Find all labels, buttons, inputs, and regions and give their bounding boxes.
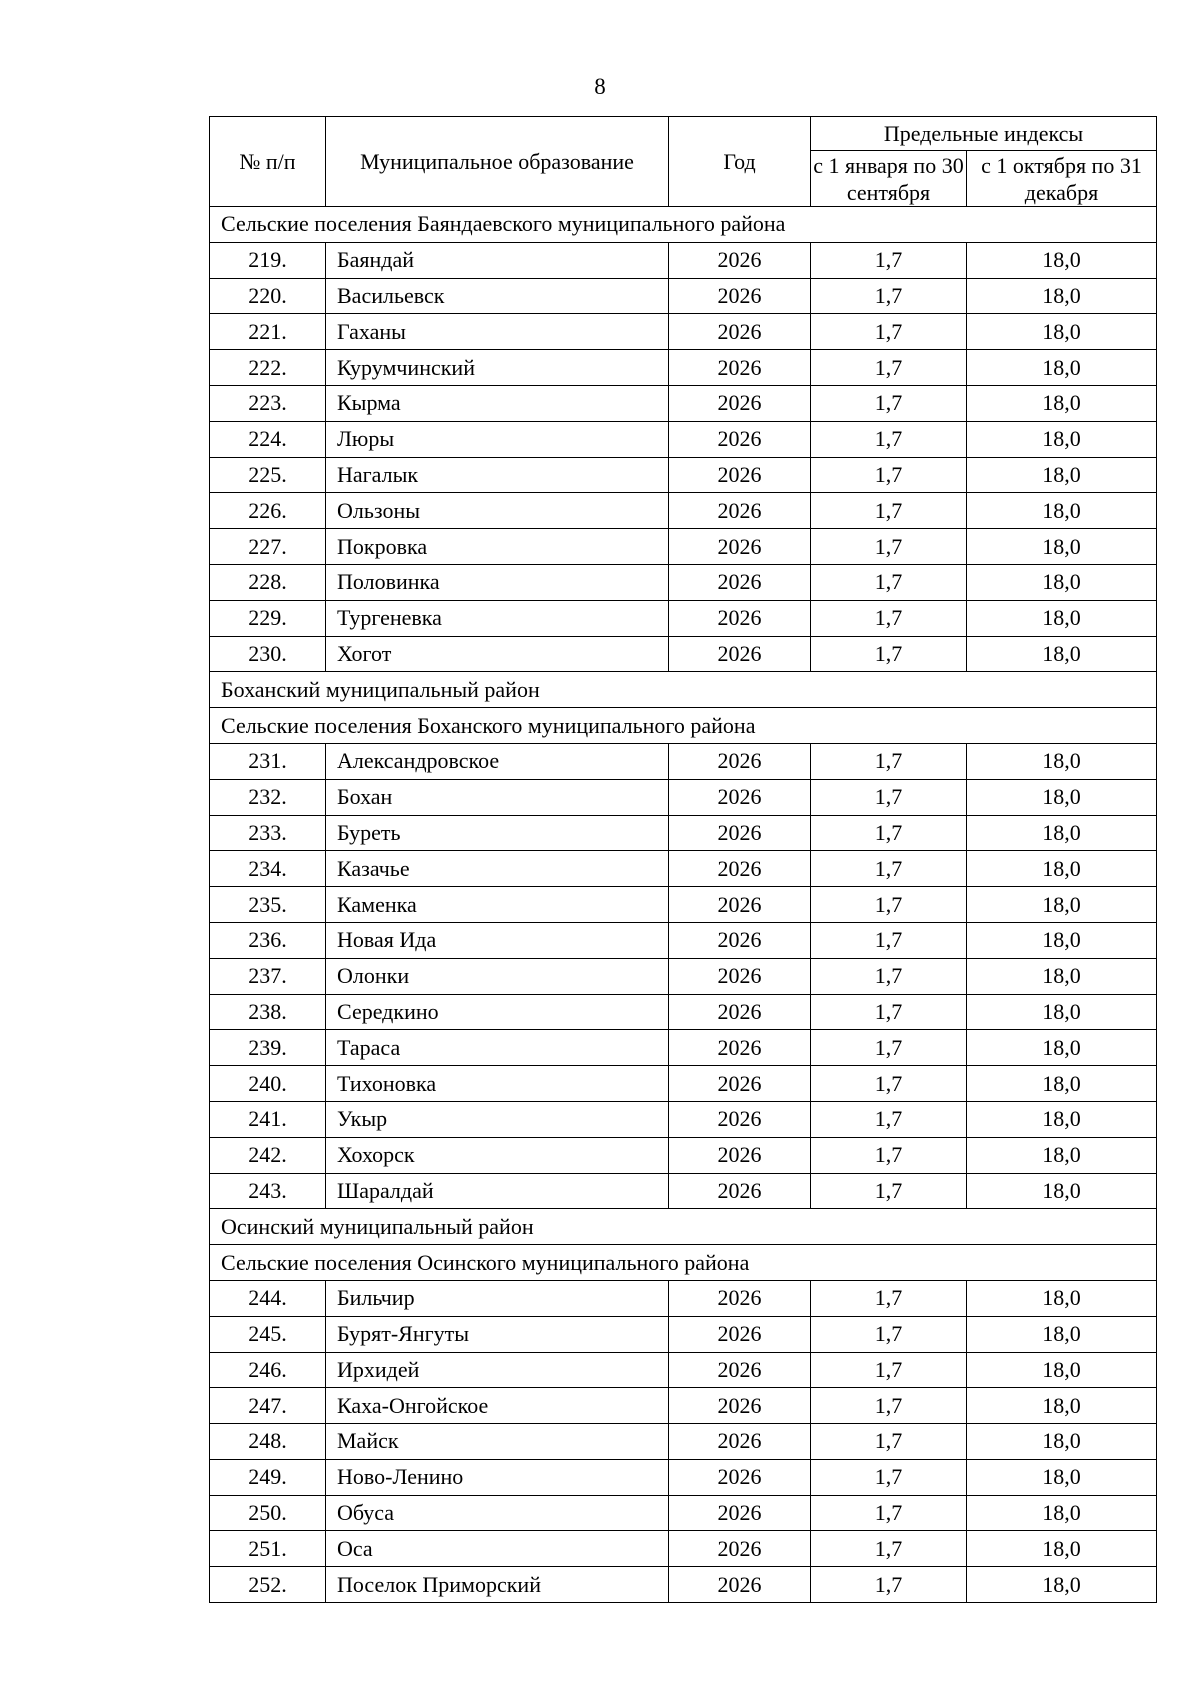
row-year: 2026	[669, 779, 811, 815]
index-period-1: 1,7	[811, 1567, 967, 1603]
row-year: 2026	[669, 887, 811, 923]
table-row	[210, 887, 1157, 923]
index-period-2: 18,0	[967, 1101, 1157, 1137]
row-number: 229.	[210, 600, 326, 636]
row-year: 2026	[669, 493, 811, 529]
row-number: 220.	[210, 278, 326, 314]
index-period-1: 1,7	[811, 385, 967, 421]
index-period-1: 1,7	[811, 1137, 967, 1173]
row-year: 2026	[669, 242, 811, 278]
table-row	[210, 851, 1157, 887]
index-period-1: 1,7	[811, 242, 967, 278]
row-number: 226.	[210, 493, 326, 529]
row-year: 2026	[669, 314, 811, 350]
index-period-1: 1,7	[811, 350, 967, 386]
row-year: 2026	[669, 1173, 811, 1209]
row-year: 2026	[669, 564, 811, 600]
index-period-2: 18,0	[967, 779, 1157, 815]
row-number: 227.	[210, 529, 326, 565]
index-period-1: 1,7	[811, 1388, 967, 1424]
row-number: 247.	[210, 1388, 326, 1424]
row-year: 2026	[669, 1101, 811, 1137]
section-title: Сельские поселения Осинского муниципального района	[210, 1245, 1157, 1281]
row-year: 2026	[669, 636, 811, 672]
row-number: 242.	[210, 1137, 326, 1173]
table-row	[210, 1424, 1157, 1460]
table-row	[210, 564, 1157, 600]
municipality-name: Половинка	[326, 564, 669, 600]
table-row	[210, 636, 1157, 672]
index-period-1: 1,7	[811, 922, 967, 958]
index-period-2: 18,0	[967, 887, 1157, 923]
row-year: 2026	[669, 1388, 811, 1424]
table-header	[210, 117, 1157, 207]
municipality-name: Ирхидей	[326, 1352, 669, 1388]
index-period-2: 18,0	[967, 1459, 1157, 1495]
table-row	[210, 457, 1157, 493]
row-number: 244.	[210, 1280, 326, 1316]
municipality-name: Кырма	[326, 385, 669, 421]
table-row	[210, 314, 1157, 350]
row-year: 2026	[669, 922, 811, 958]
district-title: Осинский муниципальный район	[210, 1209, 1157, 1245]
index-period-2: 18,0	[967, 421, 1157, 457]
index-period-2: 18,0	[967, 1424, 1157, 1460]
municipality-name: Оса	[326, 1531, 669, 1567]
row-number: 235.	[210, 887, 326, 923]
index-period-2: 18,0	[967, 1137, 1157, 1173]
municipality-name: Покровка	[326, 529, 669, 565]
index-period-2: 18,0	[967, 1352, 1157, 1388]
row-number: 219.	[210, 242, 326, 278]
row-year: 2026	[669, 1316, 811, 1352]
row-year: 2026	[669, 600, 811, 636]
index-period-2: 18,0	[967, 600, 1157, 636]
index-period-1: 1,7	[811, 600, 967, 636]
index-period-2: 18,0	[967, 994, 1157, 1030]
table-row	[210, 1280, 1157, 1316]
row-number: 239.	[210, 1030, 326, 1066]
indices-table	[209, 116, 1157, 1603]
index-period-1: 1,7	[811, 1352, 967, 1388]
row-number: 228.	[210, 564, 326, 600]
index-period-1: 1,7	[811, 779, 967, 815]
index-period-1: 1,7	[811, 1280, 967, 1316]
row-number: 249.	[210, 1459, 326, 1495]
index-period-2: 18,0	[967, 564, 1157, 600]
index-period-2: 18,0	[967, 242, 1157, 278]
row-year: 2026	[669, 457, 811, 493]
row-number: 248.	[210, 1424, 326, 1460]
row-year: 2026	[669, 1567, 811, 1603]
municipality-name: Казачье	[326, 851, 669, 887]
municipality-name: Каха-Онгойское	[326, 1388, 669, 1424]
row-number: 231.	[210, 743, 326, 779]
municipality-name: Тихоновка	[326, 1066, 669, 1102]
table-row	[210, 779, 1157, 815]
row-number: 236.	[210, 922, 326, 958]
row-year: 2026	[669, 743, 811, 779]
municipality-name: Олонки	[326, 958, 669, 994]
index-period-2: 18,0	[967, 1388, 1157, 1424]
index-period-1: 1,7	[811, 564, 967, 600]
municipality-name: Бурят-Янгуты	[326, 1316, 669, 1352]
row-year: 2026	[669, 851, 811, 887]
index-period-1: 1,7	[811, 958, 967, 994]
row-year: 2026	[669, 1352, 811, 1388]
row-year: 2026	[669, 815, 811, 851]
section-row	[210, 1245, 1157, 1281]
index-period-2: 18,0	[967, 1316, 1157, 1352]
section-row	[210, 708, 1157, 744]
index-period-1: 1,7	[811, 994, 967, 1030]
row-number: 246.	[210, 1352, 326, 1388]
table-row	[210, 1531, 1157, 1567]
municipality-name: Хохорск	[326, 1137, 669, 1173]
section-row	[210, 207, 1157, 243]
index-period-2: 18,0	[967, 457, 1157, 493]
municipality-name: Середкино	[326, 994, 669, 1030]
row-number: 240.	[210, 1066, 326, 1102]
municipality-name: Шаралдай	[326, 1173, 669, 1209]
index-period-2: 18,0	[967, 385, 1157, 421]
row-number: 250.	[210, 1495, 326, 1531]
table-row	[210, 1030, 1157, 1066]
section-title: Сельские поселения Боханского муниципального района	[210, 708, 1157, 744]
index-period-1: 1,7	[811, 1173, 967, 1209]
header-year: Год	[669, 117, 811, 207]
row-year: 2026	[669, 350, 811, 386]
row-number: 221.	[210, 314, 326, 350]
index-period-2: 18,0	[967, 922, 1157, 958]
municipality-name: Курумчинский	[326, 350, 669, 386]
header-period-1: с 1 января по 30 сентября	[811, 151, 967, 207]
row-number: 232.	[210, 779, 326, 815]
index-period-2: 18,0	[967, 958, 1157, 994]
table-row	[210, 922, 1157, 958]
row-number: 223.	[210, 385, 326, 421]
row-year: 2026	[669, 1495, 811, 1531]
table-row	[210, 529, 1157, 565]
index-period-1: 1,7	[811, 1030, 967, 1066]
row-year: 2026	[669, 529, 811, 565]
table-row	[210, 1066, 1157, 1102]
index-period-2: 18,0	[967, 1066, 1157, 1102]
index-period-1: 1,7	[811, 457, 967, 493]
index-period-1: 1,7	[811, 1066, 967, 1102]
municipality-name: Нагалык	[326, 457, 669, 493]
index-period-2: 18,0	[967, 1567, 1157, 1603]
row-number: 251.	[210, 1531, 326, 1567]
index-period-2: 18,0	[967, 350, 1157, 386]
row-number: 233.	[210, 815, 326, 851]
table-row	[210, 1101, 1157, 1137]
index-period-2: 18,0	[967, 1030, 1157, 1066]
row-year: 2026	[669, 1531, 811, 1567]
table-row	[210, 1137, 1157, 1173]
table-row	[210, 1459, 1157, 1495]
table-row	[210, 493, 1157, 529]
table-row	[210, 350, 1157, 386]
index-period-2: 18,0	[967, 314, 1157, 350]
table-row	[210, 1316, 1157, 1352]
row-number: 252.	[210, 1567, 326, 1603]
municipality-name: Бохан	[326, 779, 669, 815]
header-municipality: Муниципальное образование	[326, 117, 669, 207]
row-year: 2026	[669, 1459, 811, 1495]
table-row	[210, 600, 1157, 636]
municipality-name: Бильчир	[326, 1280, 669, 1316]
municipality-name: Майск	[326, 1424, 669, 1460]
index-period-1: 1,7	[811, 278, 967, 314]
district-row	[210, 1209, 1157, 1245]
district-title: Боханский муниципальный район	[210, 672, 1157, 708]
index-period-1: 1,7	[811, 1101, 967, 1137]
row-year: 2026	[669, 958, 811, 994]
municipality-name: Александровское	[326, 743, 669, 779]
table-row	[210, 1388, 1157, 1424]
row-year: 2026	[669, 994, 811, 1030]
row-number: 245.	[210, 1316, 326, 1352]
municipality-name: Поселок Приморский	[326, 1567, 669, 1603]
table-row	[210, 385, 1157, 421]
index-period-1: 1,7	[811, 1459, 967, 1495]
municipality-name: Хогот	[326, 636, 669, 672]
row-year: 2026	[669, 1280, 811, 1316]
row-number: 224.	[210, 421, 326, 457]
index-period-1: 1,7	[811, 1531, 967, 1567]
municipality-name: Каменка	[326, 887, 669, 923]
table-body	[210, 207, 1157, 1603]
table-row	[210, 1173, 1157, 1209]
municipality-name: Гаханы	[326, 314, 669, 350]
index-period-1: 1,7	[811, 1424, 967, 1460]
row-year: 2026	[669, 278, 811, 314]
table-row	[210, 994, 1157, 1030]
header-indices: Предельные индексы	[811, 117, 1157, 151]
index-period-1: 1,7	[811, 421, 967, 457]
table-row	[210, 815, 1157, 851]
table-row	[210, 242, 1157, 278]
index-period-2: 18,0	[967, 1495, 1157, 1531]
row-number: 241.	[210, 1101, 326, 1137]
table-row	[210, 1567, 1157, 1603]
index-period-1: 1,7	[811, 887, 967, 923]
index-period-1: 1,7	[811, 815, 967, 851]
page-number: 8	[594, 74, 606, 99]
row-number: 230.	[210, 636, 326, 672]
municipality-name: Люры	[326, 421, 669, 457]
municipality-name: Баяндай	[326, 242, 669, 278]
municipality-name: Ользоны	[326, 493, 669, 529]
index-period-1: 1,7	[811, 743, 967, 779]
table-row	[210, 421, 1157, 457]
index-period-2: 18,0	[967, 278, 1157, 314]
row-year: 2026	[669, 385, 811, 421]
municipality-name: Обуса	[326, 1495, 669, 1531]
index-period-2: 18,0	[967, 636, 1157, 672]
index-period-2: 18,0	[967, 493, 1157, 529]
table-row	[210, 1352, 1157, 1388]
index-period-2: 18,0	[967, 1173, 1157, 1209]
municipality-name: Укыр	[326, 1101, 669, 1137]
index-period-2: 18,0	[967, 529, 1157, 565]
header-num: № п/п	[210, 117, 326, 207]
index-period-1: 1,7	[811, 314, 967, 350]
index-period-2: 18,0	[967, 743, 1157, 779]
row-number: 222.	[210, 350, 326, 386]
index-period-1: 1,7	[811, 529, 967, 565]
row-year: 2026	[669, 1066, 811, 1102]
municipality-name: Васильевск	[326, 278, 669, 314]
index-period-1: 1,7	[811, 493, 967, 529]
table-row	[210, 1495, 1157, 1531]
row-year: 2026	[669, 1137, 811, 1173]
row-number: 243.	[210, 1173, 326, 1209]
row-year: 2026	[669, 1424, 811, 1460]
index-period-2: 18,0	[967, 851, 1157, 887]
row-year: 2026	[669, 1030, 811, 1066]
table-row	[210, 743, 1157, 779]
municipality-name: Ново-Ленино	[326, 1459, 669, 1495]
row-number: 225.	[210, 457, 326, 493]
district-row	[210, 672, 1157, 708]
row-number: 234.	[210, 851, 326, 887]
municipality-name: Тараса	[326, 1030, 669, 1066]
municipality-name: Новая Ида	[326, 922, 669, 958]
index-period-2: 18,0	[967, 1531, 1157, 1567]
municipality-name: Тургеневка	[326, 600, 669, 636]
table-row	[210, 278, 1157, 314]
row-year: 2026	[669, 421, 811, 457]
table-row	[210, 958, 1157, 994]
municipality-name: Буреть	[326, 815, 669, 851]
index-period-2: 18,0	[967, 815, 1157, 851]
index-period-1: 1,7	[811, 636, 967, 672]
header-period-2: с 1 октября по 31 декабря	[967, 151, 1157, 207]
index-period-2: 18,0	[967, 1280, 1157, 1316]
index-period-1: 1,7	[811, 1495, 967, 1531]
section-title: Сельские поселения Баяндаевского муниципального района	[210, 207, 1157, 243]
row-number: 237.	[210, 958, 326, 994]
row-number: 238.	[210, 994, 326, 1030]
index-period-1: 1,7	[811, 1316, 967, 1352]
index-period-1: 1,7	[811, 851, 967, 887]
